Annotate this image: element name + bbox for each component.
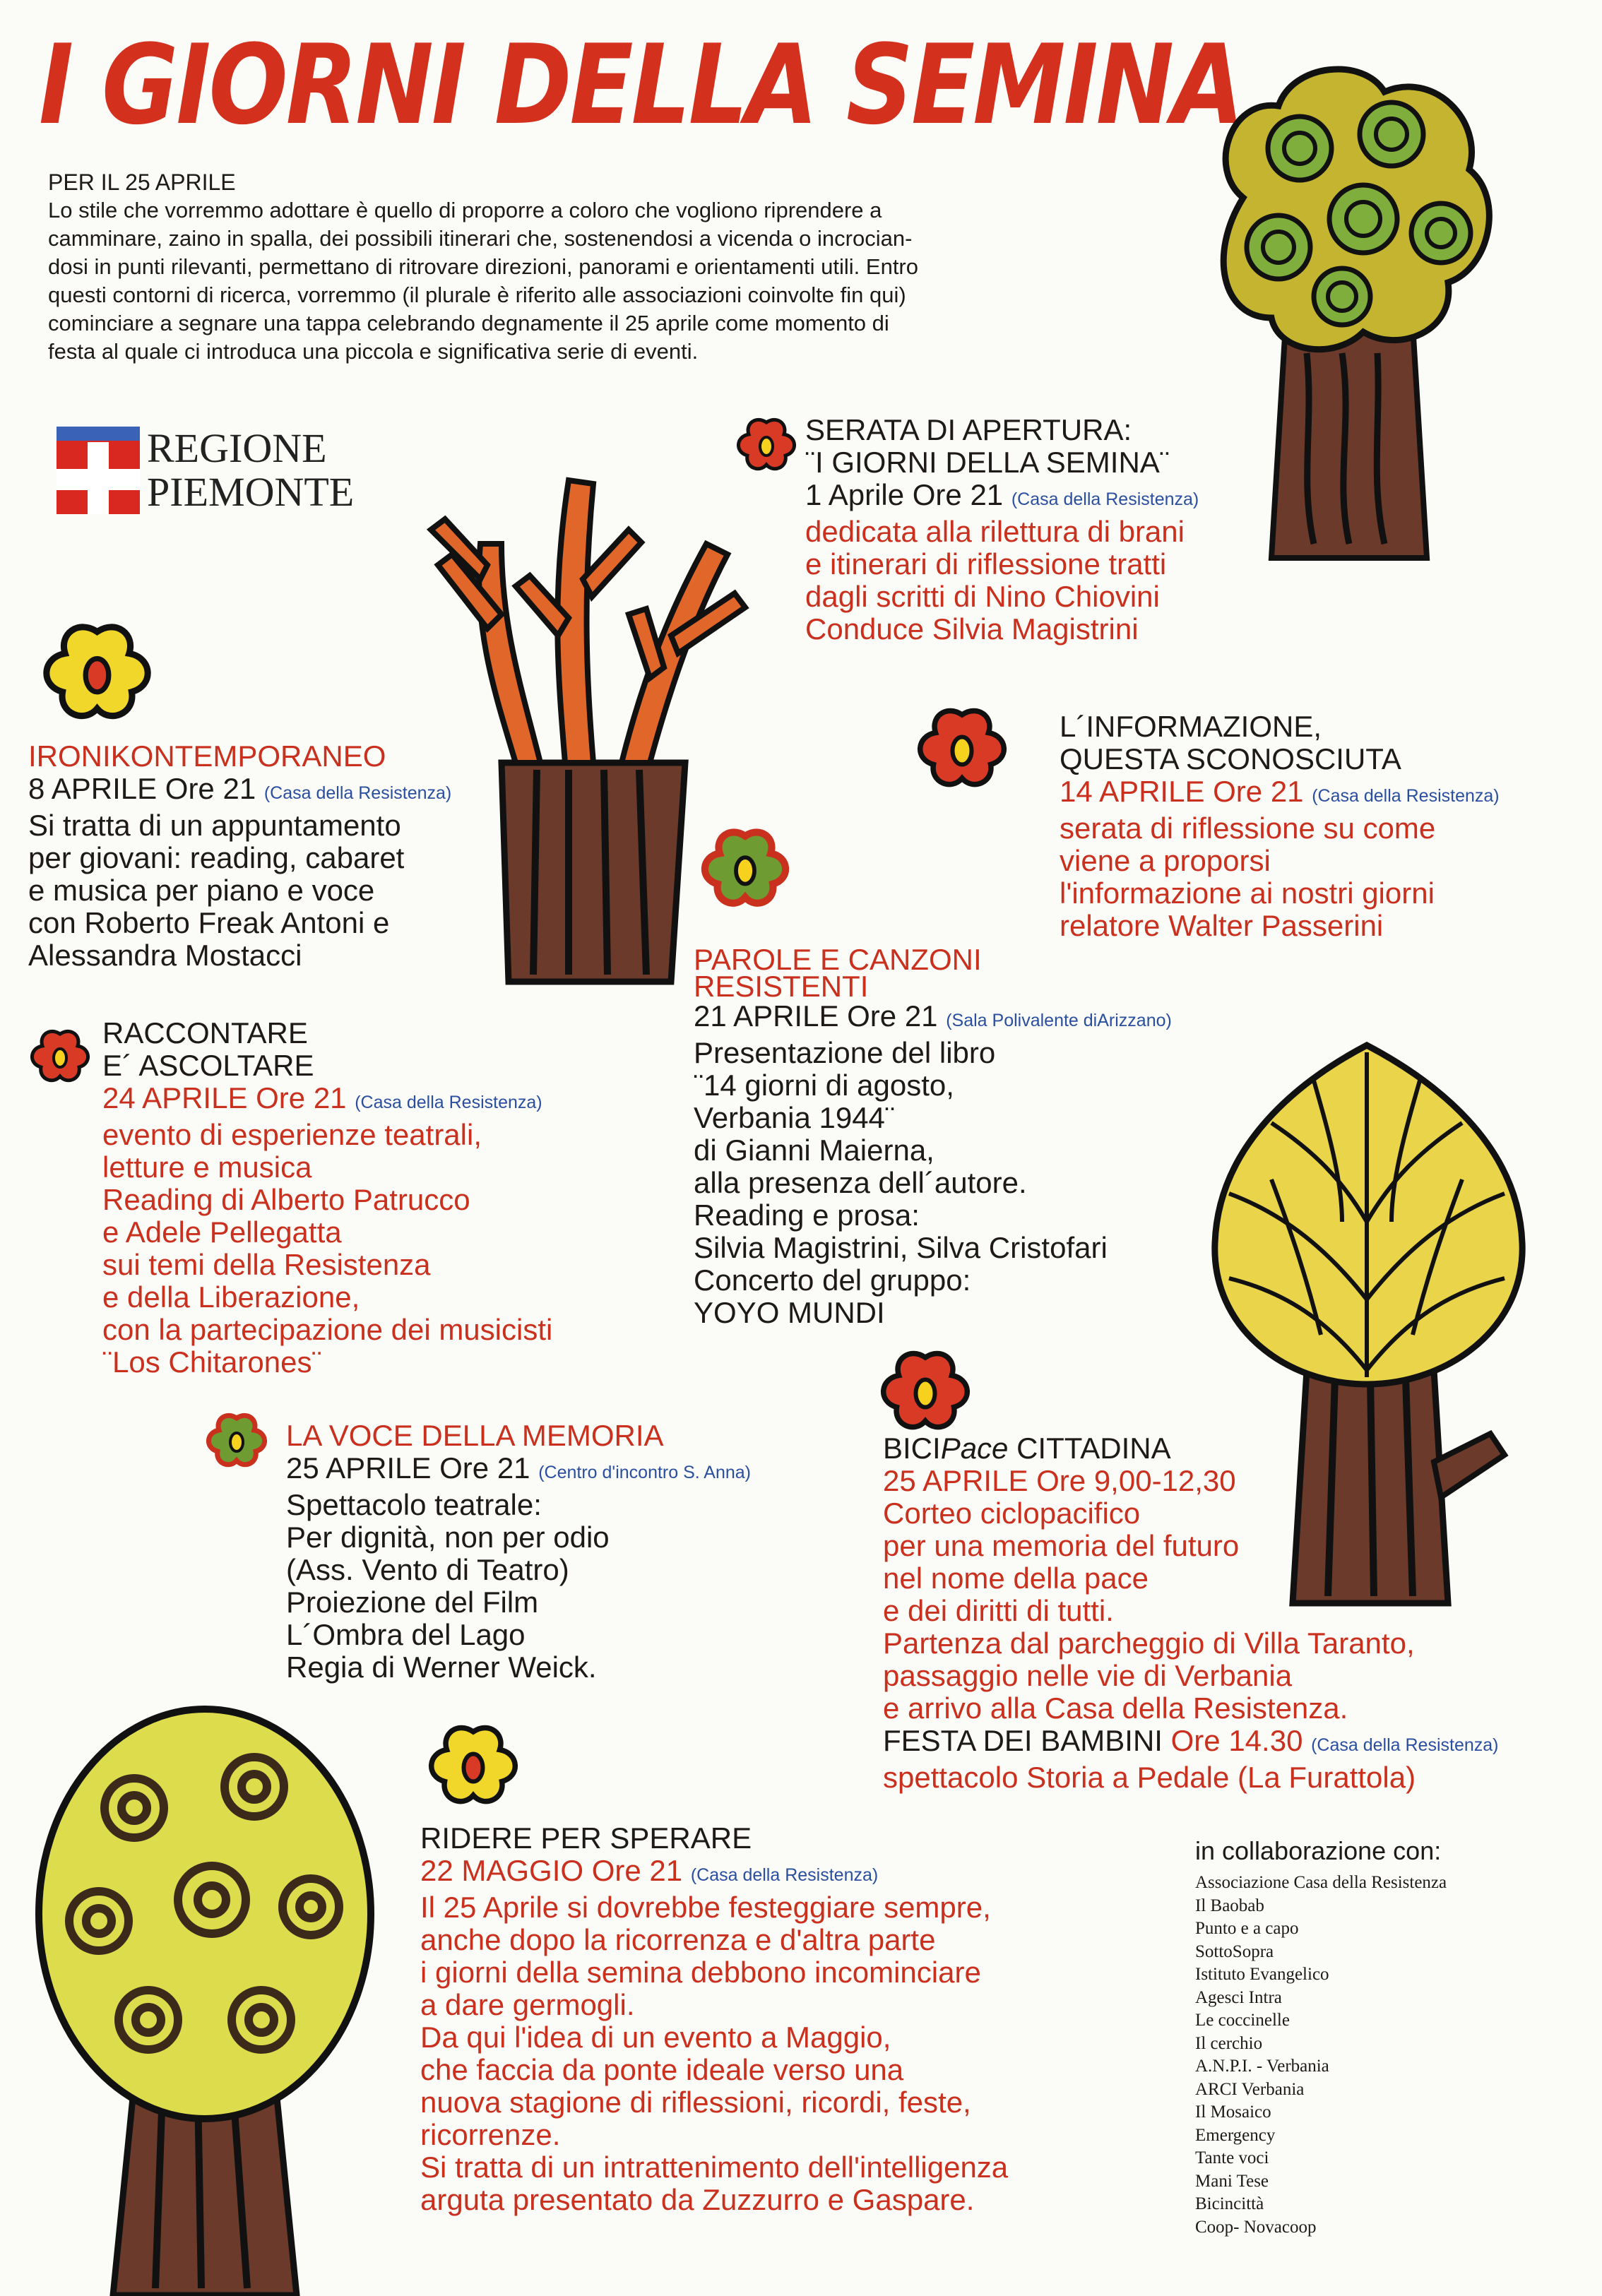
event-desc: relatore Walter Passerini [1060, 909, 1384, 942]
event-title: CITTADINA [1008, 1432, 1171, 1465]
collab-item: Il cerchio [1195, 2033, 1263, 2053]
event-desc: Regia di Werner Weick. [286, 1650, 597, 1684]
event-desc: serata di riflessione su come [1060, 811, 1436, 845]
event-title: SERATA DI APERTURA: [805, 413, 1132, 446]
event-title: ¨I GIORNI DELLA SEMINA¨ [805, 446, 1170, 479]
event-desc: passaggio nelle vie di Verbania [883, 1659, 1293, 1692]
event-title: Pace [940, 1432, 1009, 1465]
collaborators-list [1195, 1836, 1447, 2239]
logo-line1: REGIONE [147, 425, 327, 471]
event-title: E´ ASCOLTARE [102, 1049, 314, 1082]
collab-item: Coop- Novacoop [1195, 2217, 1317, 2237]
event-title: RACCONTARE [102, 1016, 308, 1049]
event-title: PAROLE E CANZONI [694, 943, 982, 976]
event-desc: Concerto del gruppo: [694, 1263, 971, 1297]
event-date: 25 APRILE Ore 21 [286, 1451, 530, 1485]
collab-item: ARCI Verbania [1195, 2079, 1305, 2099]
flower-red-icon [913, 706, 1011, 791]
intro-lead: PER IL 25 APRILE [48, 169, 236, 195]
event-date: 14 APRILE Ore 21 [1060, 775, 1304, 808]
event-desc: Il 25 Aprile si dovrebbe festeggiare sempre, [420, 1891, 991, 1924]
event-desc: Si tratta di un appuntamento [28, 809, 401, 842]
event-desc: Conduce Silvia Magistrini [805, 612, 1139, 646]
event-apertura [805, 414, 1199, 646]
collab-item: Tante voci [1195, 2148, 1269, 2167]
intro-line: camminare, zaino in spalla, dei possibili itinerari che, sostenendosi a vicenda o incrocian- [48, 226, 913, 251]
event-desc: nel nome della pace [883, 1562, 1149, 1595]
event-venue: (Casa della Resistenza) [355, 1093, 542, 1112]
event-desc: letture e musica [102, 1150, 312, 1184]
event-venue: (Casa della Resistenza) [690, 1865, 879, 1885]
event-desc: ¨14 giorni di agosto, [694, 1069, 954, 1102]
event-desc: YOYO MUNDI [694, 1296, 885, 1329]
event-desc: con la partecipazione dei musicisti [102, 1313, 553, 1346]
event-desc: e Adele Pellegatta [102, 1215, 342, 1249]
event-desc: e della Liberazione, [102, 1280, 360, 1314]
event-title: RESISTENTI [694, 970, 869, 1003]
flower-red-icon [28, 1028, 92, 1085]
event-desc: Reading e prosa: [694, 1198, 920, 1232]
collab-item: SottoSopra [1195, 1941, 1274, 1961]
tree-green-illustration [1201, 56, 1497, 565]
event-desc: L´Ombra del Lago [286, 1618, 526, 1651]
event-date: 24 APRILE Ore 21 [102, 1081, 347, 1114]
festa-title: FESTA DEI BAMBINI [883, 1724, 1163, 1757]
event-ironikontemporaneo [28, 740, 451, 972]
collab-item: Associazione Casa della Resistenza [1195, 1873, 1447, 1892]
flower-yellow-icon [32, 621, 162, 724]
logo-line2: PIEMONTE [147, 469, 355, 515]
flower-red-icon [876, 1349, 975, 1434]
collab-item: Punto e a capo [1195, 1919, 1299, 1938]
event-desc: e musica per piano e voce [28, 874, 375, 907]
intro-text [48, 168, 1143, 366]
tree-spiral-illustration [21, 1688, 388, 2295]
event-desc: Si tratta di un intrattenimento dell'intelligenza [420, 2151, 1009, 2184]
event-desc: e itinerari di riflessione tratti [805, 547, 1167, 581]
collab-item: Il Mosaico [1195, 2102, 1271, 2122]
event-desc: Reading di Alberto Patrucco [102, 1183, 470, 1216]
event-desc: e arrivo alla Casa della Resistenza. [883, 1691, 1348, 1725]
event-desc: dedicata alla rilettura di brani [805, 515, 1185, 548]
event-voce-memoria [286, 1420, 751, 1684]
event-desc: Silvia Magistrini, Silva Cristofari [694, 1231, 1108, 1264]
event-parole-canzoni [694, 943, 1172, 1329]
event-desc: che faccia da ponte ideale verso una [420, 2053, 904, 2086]
intro-line: cominciare a segnare una tappa celebrando degnamente il 25 aprile come momento di [48, 311, 889, 335]
event-venue: (Casa della Resistenza) [1312, 786, 1500, 806]
intro-line: questi contorni di ricerca, vorremmo (il plurale è riferito alle associazioni coinvolte fin qui) [48, 282, 906, 307]
festa-desc: spettacolo Storia a Pedale (La Furattola) [883, 1761, 1416, 1794]
event-desc: a dare germogli. [420, 1988, 635, 2021]
event-desc: Corteo ciclopacifico [883, 1497, 1141, 1530]
event-raccontare [102, 1017, 552, 1379]
event-desc: Per dignità, non per odio [286, 1521, 610, 1554]
collab-item: A.N.P.I. - Verbania [1195, 2057, 1329, 2076]
event-desc: per giovani: reading, cabaret [28, 841, 405, 874]
event-date: 22 MAGGIO Ore 21 [420, 1854, 683, 1887]
intro-line: dosi in punti rilevanti, permettano di ritrovare direzioni, panorami e orientamenti utili. Entro [48, 254, 918, 279]
event-desc: Presentazione del libro [694, 1036, 996, 1069]
event-title: L´INFORMAZIONE, [1060, 710, 1322, 743]
event-desc: ¨Los Chitarones¨ [102, 1345, 322, 1379]
event-ridere-sperare [420, 1822, 1008, 2216]
event-desc: i giorni della semina debbono incominciare [420, 1956, 981, 1989]
event-desc: dagli scritti di Nino Chiovini [805, 580, 1160, 613]
event-date: 21 APRILE Ore 21 [694, 999, 938, 1033]
event-title: RIDERE PER SPERARE [420, 1821, 752, 1855]
event-desc: sui temi della Resistenza [102, 1248, 431, 1281]
event-desc: Verbania 1944¨ [694, 1101, 895, 1134]
event-bicipace [883, 1432, 1499, 1794]
piemonte-flag-icon [57, 427, 140, 514]
event-desc: viene a proporsi [1060, 844, 1271, 877]
intro-line: Lo stile che vorremmo adottare è quello di proporre a coloro che vogliono riprendere a [48, 198, 882, 222]
event-desc: nuova stagione di riflessioni, ricordi, feste, [420, 2086, 971, 2119]
event-desc: con Roberto Freak Antoni e [28, 906, 390, 939]
collab-heading: in collaborazione con: [1195, 1836, 1442, 1865]
collab-item: Mani Tese [1195, 2171, 1269, 2191]
event-desc: anche dopo la ricorrenza e d'altra parte [420, 1923, 936, 1956]
event-desc: Spettacolo teatrale: [286, 1488, 542, 1521]
event-desc: Proiezione del Film [286, 1586, 539, 1619]
flower-green-icon [205, 1412, 268, 1469]
event-desc: Alessandra Mostacci [28, 939, 302, 972]
event-desc: per una memoria del futuro [883, 1529, 1240, 1562]
event-date: 25 APRILE Ore 9,00-12,30 [883, 1464, 1236, 1497]
event-desc: evento di esperienze teatrali, [102, 1118, 482, 1151]
event-date: 8 APRILE Ore 21 [28, 772, 256, 805]
flower-yellow-icon [424, 1723, 523, 1808]
event-desc: Da qui l'idea di un evento a Maggio, [420, 2021, 891, 2054]
event-title: LA VOCE DELLA MEMORIA [286, 1419, 664, 1452]
event-desc: alla presenza dell´autore. [694, 1166, 1027, 1199]
collab-item: Bicincittà [1195, 2194, 1264, 2213]
event-desc: l'informazione ai nostri giorni [1060, 876, 1435, 910]
event-desc: Partenza dal parcheggio di Villa Taranto, [883, 1626, 1415, 1660]
collab-item: Agesci Intra [1195, 1987, 1282, 2007]
event-venue: (Sala Polivalente diArizzano) [946, 1011, 1172, 1030]
collab-item: Il Baobab [1195, 1896, 1264, 1915]
event-venue: (Centro d'incontro S. Anna) [538, 1463, 751, 1482]
event-venue: (Casa della Resistenza) [1311, 1735, 1499, 1755]
event-title: BICI [883, 1432, 941, 1465]
event-desc: e dei diritti di tutti. [883, 1594, 1114, 1627]
festa-time: Ore 14.30 [1170, 1724, 1303, 1757]
event-desc: arguta presentato da Zuzzurro e Gaspare. [420, 2183, 975, 2216]
poster-title: I GIORNI DELLA SEMINA [39, 21, 1242, 150]
event-venue: (Casa della Resistenza) [1011, 489, 1199, 509]
event-date: 1 Aprile Ore 21 [805, 478, 1004, 511]
flower-red-icon [735, 417, 798, 473]
collab-item: Istituto Evangelico [1195, 1965, 1329, 1984]
event-desc: ricorrenze. [420, 2118, 561, 2151]
event-desc: (Ass. Vento di Teatro) [286, 1553, 569, 1586]
collab-item: Le coccinelle [1195, 2011, 1290, 2030]
regione-piemonte-logo [57, 427, 353, 518]
event-title: IRONIKONTEMPORANEO [28, 739, 386, 773]
collab-item: Emergency [1195, 2125, 1276, 2145]
event-informazione [1060, 710, 1500, 942]
event-desc: di Gianni Maierna, [694, 1134, 935, 1167]
flower-green-icon [699, 826, 791, 911]
intro-line: festa al quale ci introduca una piccola e significativa serie di eventi. [48, 339, 699, 364]
event-venue: (Casa della Resistenza) [263, 783, 452, 803]
event-title: QUESTA SCONOSCIUTA [1060, 742, 1401, 775]
